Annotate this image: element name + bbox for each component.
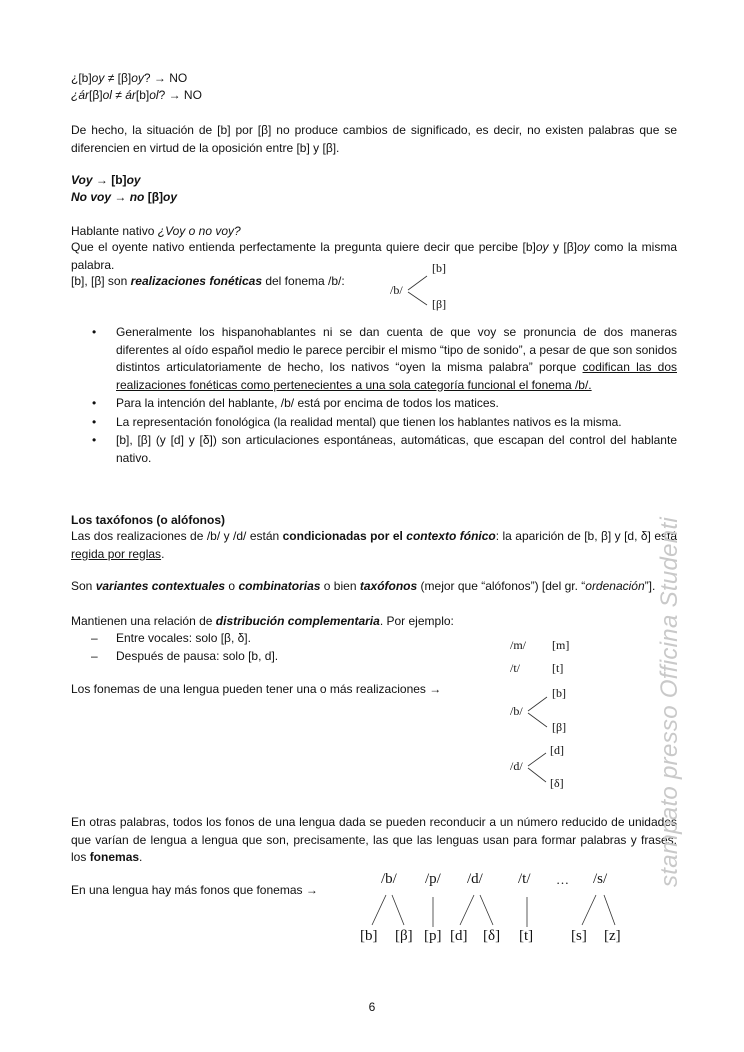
paragraph-mas-fonos: En una lengua hay más fonos que fonemas → [71, 883, 318, 897]
pair-phoneme-m: /m/ [510, 638, 527, 652]
bigtree-phoneme-p: /p/ [425, 871, 441, 887]
pair-phone-t: [t] [552, 661, 564, 675]
tree-b-bottom: [β] [552, 720, 567, 734]
paragraph-significado: De hecho, la situación de [b] por [β] no produce cambios de significado, es decir, no existen palabras que se diferencien en virtud de la oposición entre [b] y [β]. [71, 123, 677, 155]
pair-phone-m: [m] [552, 638, 570, 652]
section-heading: Los taxófonos (o alófonos) [71, 513, 225, 527]
bullet-item: • La representación fonológica (la realidad mental) que tienen los hablantes nativos es la misma. [71, 414, 677, 432]
tree-d-root: /d/ [510, 759, 523, 773]
tree1-root: /b/ [390, 283, 403, 297]
paragraph-oyente: Que el oyente nativo entienda perfectamente la pregunta quiere decir que percibe [b]oy y [β]oy como la misma palabra. [71, 240, 677, 272]
paragraph-distribucion: Mantienen una relación de distribución complementaria. Por ejemplo: [71, 614, 454, 628]
bigtree-phone-b: [b] [360, 928, 378, 944]
bigtree-phoneme-s: /s/ [593, 871, 608, 887]
tree-d-top: [d] [550, 743, 564, 757]
pair-phoneme-t: /t/ [510, 661, 521, 675]
bigtree-phone-d: [d] [450, 928, 468, 944]
tree1-bottom: [β] [432, 297, 447, 311]
bigtree-phoneme-d: /d/ [467, 871, 483, 887]
page-number: 6 [368, 1000, 376, 1014]
example-no-voy: No voy → no [β]oy [71, 190, 178, 204]
dash-item: – Entre vocales: solo [β, δ]. [71, 630, 278, 648]
bigtree-phone-p: [p] [424, 928, 442, 944]
example-voy: Voy → [b]oy [71, 173, 141, 187]
watermark: stampato presso Officina Studenti [656, 516, 683, 888]
tree1-top: [b] [432, 261, 446, 275]
paragraph-variantes: Son variantes contextuales o combinatorias o bien taxófonos (mejor que “alófonos”) [del gr. “ordenación”]. [71, 579, 656, 593]
line-boy-example: ¿[b]oy ≠ [β]oy? → NO [71, 71, 188, 85]
hablante-nativo: Hablante nativo ¿Voy o no voy? [71, 224, 241, 238]
bigtree-phone-beta: [β] [395, 928, 413, 944]
bigtree-ellipsis: … [556, 872, 569, 887]
paragraph-fonemas: En otras palabras, todos los fonos de una lengua dada se pueden reconducir a un número reducido de unidades que varían de lengua a lengua que son, precisamente, las que las lenguas usan para formar palabras y frases: los fonemas. [71, 815, 677, 864]
bullet-item: • Generalmente los hispanohablantes ni se dan cuenta de que voy se pronuncia de dos maneras diferentes al oído español medio le parece percibir el mismo “tipo de sonido”, a pesar de que son sonidos distintos articulatoriamente de hecho, los nativos “oyen la misma palabra” porque codifican las dos realizaciones fonéticas como pertenecientes a una sola categoría funcional el fonema /b/. [71, 324, 677, 394]
bigtree-phone-s: [s] [571, 928, 587, 944]
bigtree-phone-delta: [δ] [483, 928, 501, 944]
paragraph-condicionadas: Las dos realizaciones de /b/ y /d/ están condicionadas por el contexto fónico: la aparición de [b, β] y [d, δ] está regida por reglas. [71, 529, 677, 561]
tree-d-bottom: [δ] [550, 776, 564, 790]
bullet-item: • [b], [β] (y [d] y [δ]) son articulaciones espontáneas, automáticas, que escapan del control del hablante nativo. [71, 432, 677, 467]
bullet-item: • Para la intención del hablante, /b/ está por encima de todos los matices. [71, 395, 677, 413]
bigtree-phoneme-t: /t/ [518, 871, 531, 887]
paragraph-realizaciones: Los fonemas de una lengua pueden tener una o más realizaciones → [71, 682, 442, 696]
tree-b-root: /b/ [510, 704, 523, 718]
realizaciones-line: [b], [β] son realizaciones fonéticas del fonema /b/: [71, 274, 345, 288]
dash-item: – Después de pausa: solo [b, d]. [71, 648, 278, 666]
line-arbol-example: ¿ár[β]ol ≠ ár[b]ol? → NO [71, 88, 202, 102]
bigtree-phone-t: [t] [519, 928, 534, 944]
bigtree-phone-z: [z] [604, 928, 621, 944]
bigtree-phoneme-b: /b/ [381, 871, 397, 887]
tree-b-top: [b] [552, 686, 566, 700]
